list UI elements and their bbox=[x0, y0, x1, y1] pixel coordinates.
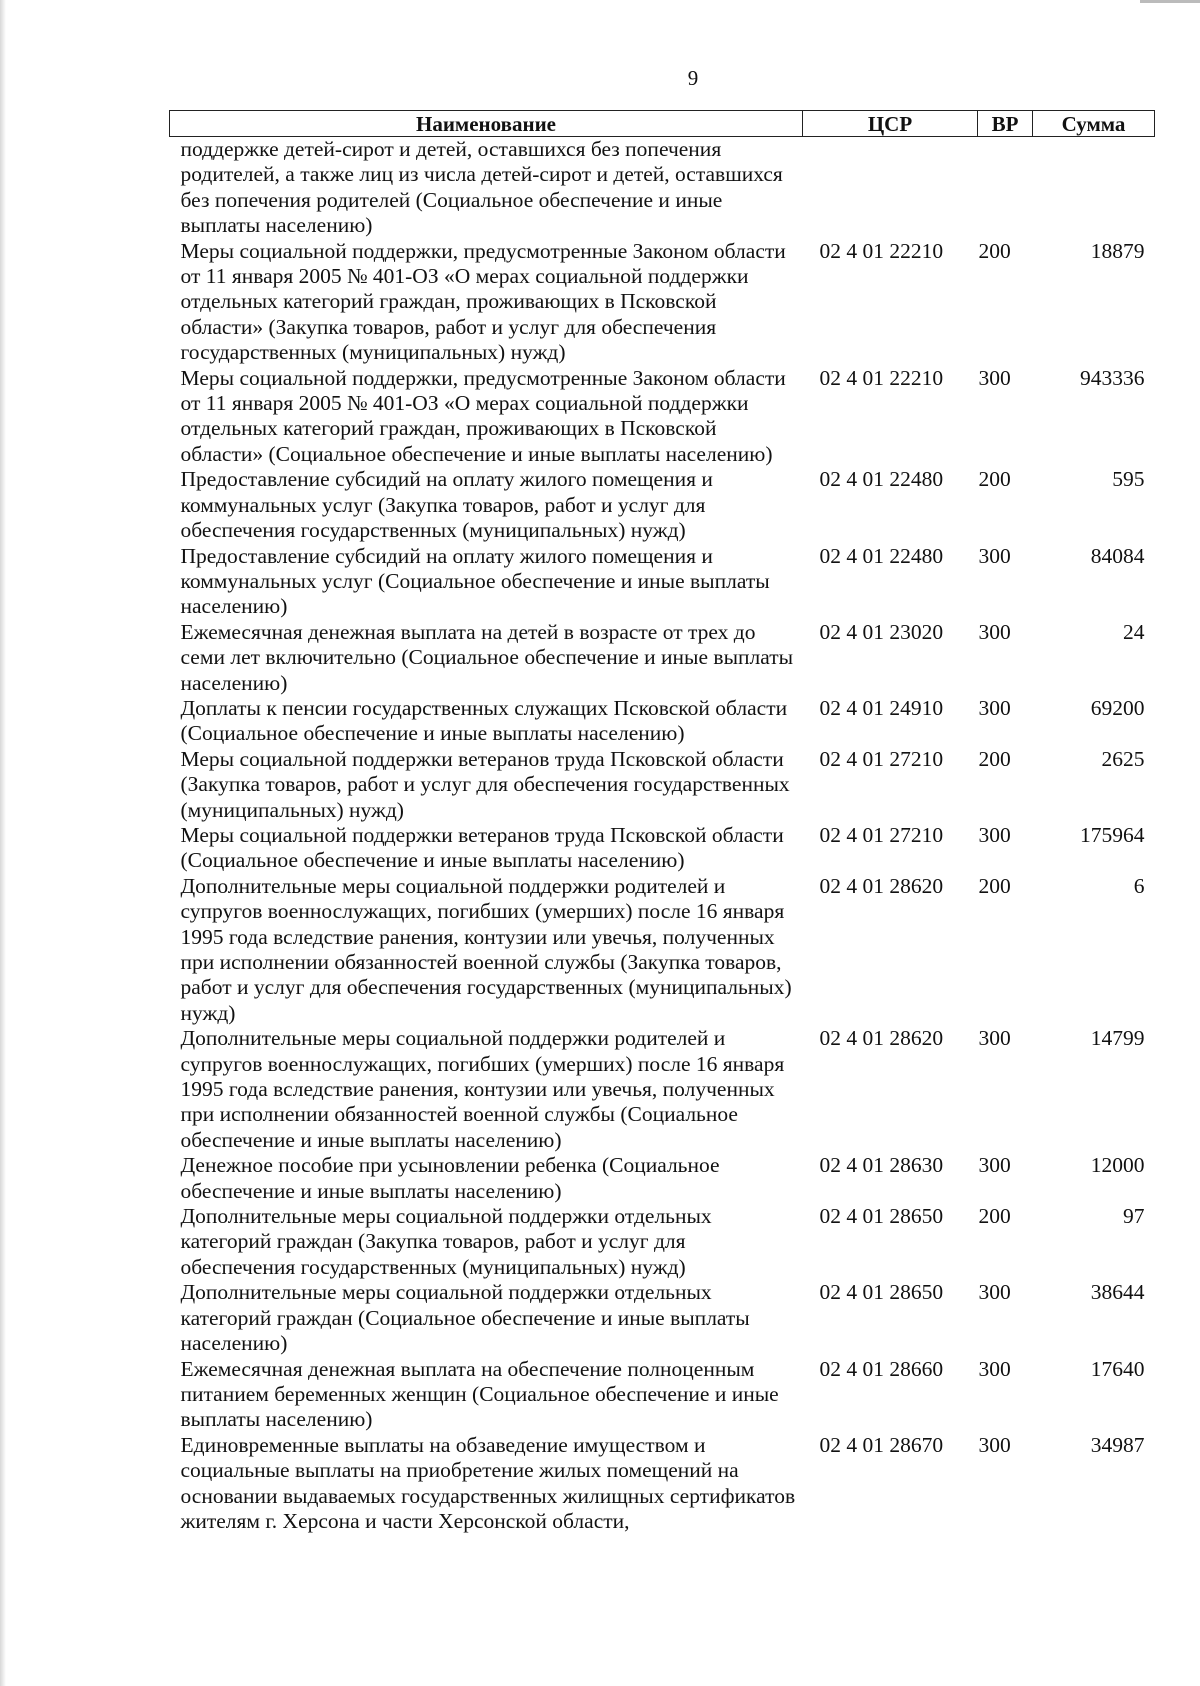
table-row bbox=[170, 239, 1155, 366]
table-row bbox=[170, 620, 1155, 696]
row-sum: 6 bbox=[1133, 873, 1145, 898]
header-csr: ЦСР bbox=[803, 111, 978, 137]
table-row bbox=[170, 823, 1155, 874]
table-row bbox=[170, 544, 1155, 620]
row-sum: 24 bbox=[1123, 619, 1145, 644]
row-sum: 2625 bbox=[1101, 746, 1145, 771]
header-name: Наименование bbox=[170, 111, 803, 137]
table-row bbox=[170, 137, 1155, 239]
row-name: Доплаты к пенсии государственных служащих Псковской области (Социальное обеспечение и иные выплаты населению) bbox=[180, 695, 788, 746]
scan-edge-top bbox=[1140, 0, 1200, 3]
row-vr: 300 bbox=[978, 1026, 1011, 1051]
row-sum: 943336 bbox=[1080, 365, 1145, 390]
row-name: Меры социальной поддержки ветеранов труда Псковской области (Социальное обеспечение и иные выплаты населению) bbox=[180, 822, 784, 873]
row-csr bbox=[803, 137, 978, 239]
row-sum: 97 bbox=[1123, 1204, 1145, 1229]
table-row bbox=[170, 366, 1155, 468]
row-vr bbox=[978, 137, 1033, 239]
table-row bbox=[170, 1204, 1155, 1280]
row-vr: 300 bbox=[978, 543, 1011, 568]
row-sum: 14799 bbox=[1090, 1026, 1145, 1051]
row-vr: 200 bbox=[978, 1204, 1011, 1229]
table-row bbox=[170, 1153, 1155, 1204]
row-csr: 02 4 01 28660 bbox=[819, 1356, 944, 1381]
header-vr: ВР bbox=[978, 111, 1033, 137]
row-vr: 300 bbox=[978, 695, 1011, 720]
row-vr: 300 bbox=[978, 1432, 1011, 1457]
table-row bbox=[170, 874, 1155, 1026]
row-name: поддержке детей-сирот и детей, оставшихся без попечения родителей, а также лиц из числа детей-сирот и детей, оставшихся без попечения родителей (Социальное обеспечение и иные выплаты населению) bbox=[180, 137, 783, 238]
row-csr: 02 4 01 28670 bbox=[819, 1432, 944, 1457]
row-vr: 300 bbox=[978, 1280, 1011, 1305]
table-row bbox=[170, 1357, 1155, 1433]
row-name: Меры социальной поддержки, предусмотренные Законом области от 11 января 2005 № 401-ОЗ «О мерах социальной поддержки отдельных категорий граждан, проживающих в Псковской области» (Закупка товаров, работ и услуг для обеспечения государственных (муниципальных) нужд) bbox=[180, 238, 786, 365]
row-vr: 200 bbox=[978, 873, 1011, 898]
row-name: Меры социальной поддержки, предусмотренные Законом области от 11 января 2005 № 401-ОЗ «О мерах социальной поддержки отдельных категорий граждан, проживающих в Псковской области» (Социальное обеспечение и иные выплаты населению) bbox=[180, 365, 786, 466]
row-csr: 02 4 01 28630 bbox=[819, 1153, 944, 1178]
row-vr: 300 bbox=[978, 1356, 1011, 1381]
row-name: Меры социальной поддержки ветеранов труда Псковской области (Закупка товаров, работ и услуг для обеспечения государственных (муниципальных) нужд) bbox=[180, 746, 790, 822]
row-csr: 02 4 01 22480 bbox=[819, 543, 944, 568]
row-vr: 200 bbox=[978, 467, 1011, 492]
row-sum: 18879 bbox=[1090, 238, 1145, 263]
row-vr: 300 bbox=[978, 365, 1011, 390]
table-row bbox=[170, 1433, 1155, 1535]
row-name: Предоставление субсидий на оплату жилого помещения и коммунальных услуг (Социальное обеспечение и иные выплаты населению) bbox=[180, 543, 770, 619]
row-csr: 02 4 01 28620 bbox=[819, 1026, 944, 1051]
table-row bbox=[170, 696, 1155, 747]
row-name: Дополнительные меры социальной поддержки родителей и супругов военнослужащих, погибших (умерших) после 16 января 1995 года вследствие ранения, контузии или увечья, полученных при исполнении обязанностей военной службы (Закупка товаров, работ и услуг для обеспечения государственных (муниципальных) нужд) bbox=[180, 873, 792, 1025]
row-csr: 02 4 01 27210 bbox=[819, 746, 944, 771]
row-sum: 17640 bbox=[1090, 1356, 1145, 1381]
row-sum: 595 bbox=[1112, 467, 1145, 492]
row-sum: 38644 bbox=[1090, 1280, 1145, 1305]
row-name: Денежное пособие при усыновлении ребенка (Социальное обеспечение и иные выплаты населению) bbox=[180, 1153, 720, 1203]
row-csr: 02 4 01 27210 bbox=[819, 822, 944, 847]
row-csr: 02 4 01 22210 bbox=[819, 238, 944, 263]
row-sum: 69200 bbox=[1090, 695, 1145, 720]
header-sum: Сумма bbox=[1033, 111, 1155, 137]
row-csr: 02 4 01 23020 bbox=[819, 619, 944, 644]
row-vr: 200 bbox=[978, 746, 1011, 771]
row-sum: 84084 bbox=[1090, 543, 1145, 568]
row-sum bbox=[1033, 137, 1155, 239]
table-row bbox=[170, 1280, 1155, 1356]
row-sum: 175964 bbox=[1080, 822, 1145, 847]
row-csr: 02 4 01 28620 bbox=[819, 873, 944, 898]
row-name: Ежемесячная денежная выплата на обеспечение полноценным питанием беременных женщин (Социальное обеспечение и иные выплаты населению) bbox=[180, 1356, 779, 1432]
row-vr: 200 bbox=[978, 238, 1011, 263]
budget-table bbox=[169, 110, 1155, 1534]
row-name: Единовременные выплаты на обзаведение имуществом и социальные выплаты на приобретение жилых помещений на основании выдаваемых государственных жилищных сертификатов жителям г. Херсона и части Херсонской области, bbox=[180, 1432, 796, 1533]
row-name: Дополнительные меры социальной поддержки отдельных категорий граждан (Социальное обеспечение и иные выплаты населению) bbox=[180, 1280, 750, 1356]
row-name: Дополнительные меры социальной поддержки родителей и супругов военнослужащих, погибших (умерших) после 16 января 1995 года вследствие ранения, контузии или увечья, полученных при исполнении обязанностей военной службы (Социальное обеспечение и иные выплаты населению) bbox=[180, 1026, 785, 1152]
table-row bbox=[170, 467, 1155, 543]
row-name: Ежемесячная денежная выплата на детей в возрасте от трех до семи лет включительно (Социальное обеспечение и иные выплаты населению) bbox=[180, 619, 794, 695]
row-csr: 02 4 01 28650 bbox=[819, 1280, 944, 1305]
row-csr: 02 4 01 22480 bbox=[819, 467, 944, 492]
scan-edge-left bbox=[0, 0, 6, 1686]
row-sum: 34987 bbox=[1090, 1432, 1145, 1457]
row-name: Предоставление субсидий на оплату жилого помещения и коммунальных услуг (Закупка товаров, работ и услуг для обеспечения государственных (муниципальных) нужд) bbox=[180, 467, 713, 543]
row-name: Дополнительные меры социальной поддержки отдельных категорий граждан (Закупка товаров, работ и услуг для обеспечения государственных (муниципальных) нужд) bbox=[180, 1204, 712, 1279]
row-csr: 02 4 01 24910 bbox=[819, 695, 944, 720]
table-row bbox=[170, 747, 1155, 823]
row-csr: 02 4 01 28650 bbox=[819, 1204, 944, 1229]
row-csr: 02 4 01 22210 bbox=[819, 365, 944, 390]
table-header-row bbox=[170, 111, 1155, 137]
row-sum: 12000 bbox=[1090, 1153, 1145, 1178]
table-row bbox=[170, 1026, 1155, 1153]
page-number: 9 bbox=[687, 66, 699, 90]
row-vr: 300 bbox=[978, 1153, 1011, 1178]
row-vr: 300 bbox=[978, 619, 1011, 644]
row-vr: 300 bbox=[978, 822, 1011, 847]
